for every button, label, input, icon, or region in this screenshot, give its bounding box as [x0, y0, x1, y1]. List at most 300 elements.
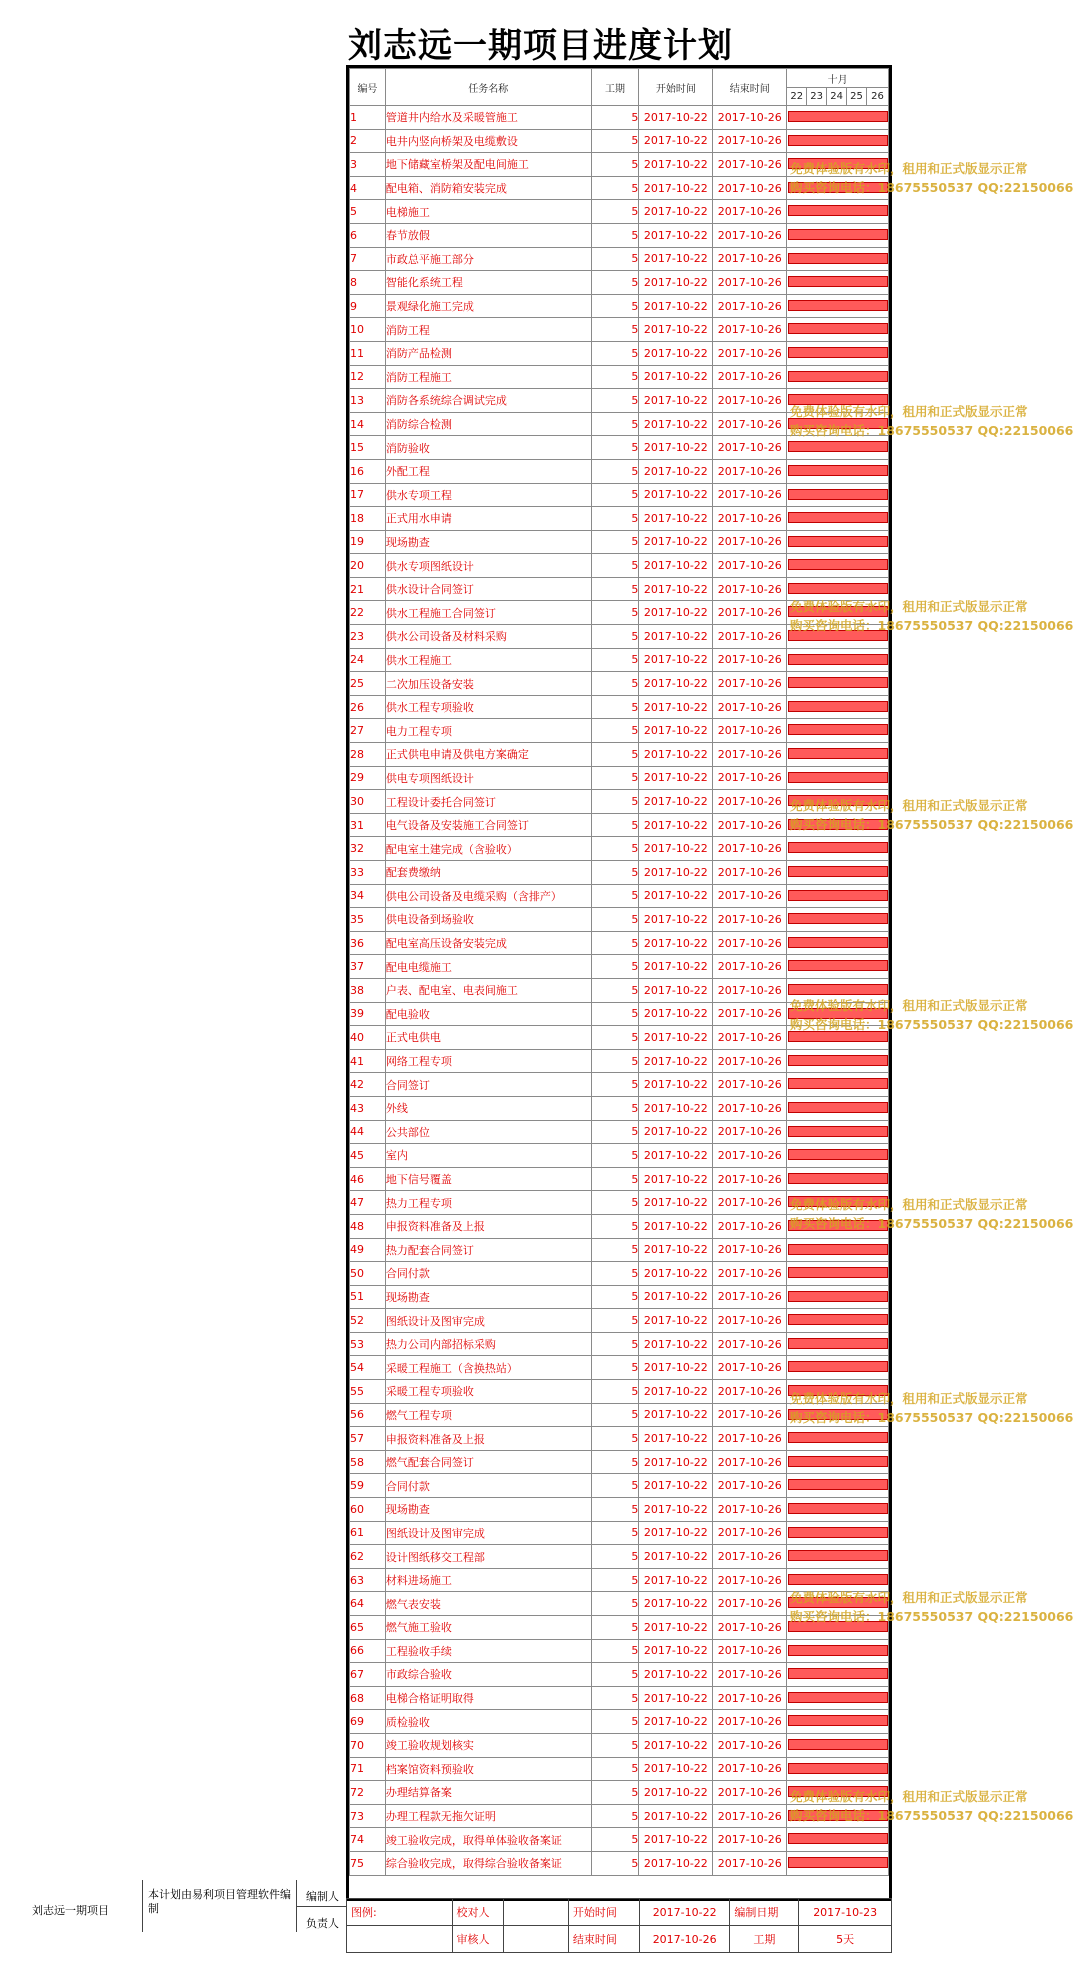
task-duration: 5 [591, 1096, 639, 1120]
gantt-bar [788, 654, 888, 665]
task-duration: 5 [591, 1120, 639, 1144]
task-duration: 5 [591, 483, 639, 507]
task-start-date: 2017-10-22 [639, 1262, 713, 1286]
task-number: 30 [350, 790, 386, 814]
gantt-cell [787, 837, 889, 861]
task-start-date: 2017-10-22 [639, 341, 713, 365]
watermark-line: 免费体验版有水印，租用和正式版显示正常 [790, 1197, 1028, 1212]
task-number: 6 [350, 223, 386, 247]
task-row [350, 766, 889, 790]
gantt-bar [788, 583, 888, 594]
gantt-bar [788, 135, 888, 146]
task-end-date: 2017-10-26 [713, 1356, 787, 1380]
gantt-bar [788, 1385, 888, 1396]
col-header-duration: 工期 [591, 69, 639, 106]
task-end-date: 2017-10-26 [713, 271, 787, 295]
gantt-cell [787, 1262, 889, 1286]
task-row [350, 1026, 889, 1050]
task-name: 燃气配套合同签订 [385, 1450, 591, 1474]
task-duration: 5 [591, 294, 639, 318]
gantt-cell [787, 365, 889, 389]
task-duration: 5 [591, 1804, 639, 1828]
task-name: 供水工程施工合同签订 [385, 601, 591, 625]
footer-reviewer-value [504, 1926, 569, 1953]
task-duration: 5 [591, 1191, 639, 1215]
gantt-bar [788, 1220, 888, 1231]
task-duration: 5 [591, 530, 639, 554]
task-start-date: 2017-10-22 [639, 648, 713, 672]
gantt-cell [787, 1356, 889, 1380]
gantt-bar [788, 111, 888, 122]
gantt-bar [788, 1763, 888, 1774]
task-row [350, 412, 889, 436]
task-name: 配电室高压设备安装完成 [385, 931, 591, 955]
task-number: 47 [350, 1191, 386, 1215]
gantt-bar [788, 371, 888, 382]
task-end-date: 2017-10-26 [713, 813, 787, 837]
task-duration: 5 [591, 507, 639, 531]
gantt-bar [788, 1244, 888, 1255]
task-row [350, 223, 889, 247]
task-end-date: 2017-10-26 [713, 577, 787, 601]
task-duration: 5 [591, 412, 639, 436]
task-name: 供水公司设备及材料采购 [385, 625, 591, 649]
footer-prepared-by-label: 编制人 [306, 1890, 339, 1903]
task-number: 45 [350, 1144, 386, 1168]
task-name: 市政总平施工部分 [385, 247, 591, 271]
task-start-date: 2017-10-22 [639, 1498, 713, 1522]
task-number: 53 [350, 1332, 386, 1356]
task-name: 智能化系统工程 [385, 271, 591, 295]
gantt-cell [787, 1096, 889, 1120]
watermark-line: 免费体验版有水印，租用和正式版显示正常 [790, 599, 1028, 614]
task-start-date: 2017-10-22 [639, 1096, 713, 1120]
task-start-date: 2017-10-22 [639, 1191, 713, 1215]
task-name: 综合验收完成，取得综合验收备案证 [385, 1851, 591, 1875]
watermark-line: 免费体验版有水印，租用和正式版显示正常 [790, 1789, 1028, 1804]
gantt-bar [788, 253, 888, 264]
gantt-cell [787, 153, 889, 177]
task-row [350, 1096, 889, 1120]
task-row [350, 176, 889, 200]
task-start-date: 2017-10-22 [639, 1049, 713, 1073]
task-duration: 5 [591, 1285, 639, 1309]
task-row [350, 1686, 889, 1710]
gantt-cell [787, 200, 889, 224]
task-start-date: 2017-10-22 [639, 1804, 713, 1828]
gantt-cell [787, 1639, 889, 1663]
task-number: 16 [350, 459, 386, 483]
gantt-bar [788, 536, 888, 547]
task-end-date: 2017-10-26 [713, 1144, 787, 1168]
gantt-cell [787, 1285, 889, 1309]
gantt-cell [787, 625, 889, 649]
gantt-cell [787, 790, 889, 814]
task-number: 37 [350, 955, 386, 979]
task-start-date: 2017-10-22 [639, 530, 713, 554]
task-duration: 5 [591, 1639, 639, 1663]
gantt-cell [787, 530, 889, 554]
gantt-bar [788, 158, 888, 169]
gantt-bar [788, 960, 888, 971]
task-number: 70 [350, 1733, 386, 1757]
task-duration: 5 [591, 1026, 639, 1050]
gantt-cell [787, 672, 889, 696]
task-start-date: 2017-10-22 [639, 766, 713, 790]
task-name: 供电设备到场验收 [385, 908, 591, 932]
task-name: 网络工程专项 [385, 1049, 591, 1073]
task-name: 供电公司设备及电缆采购（含排产） [385, 884, 591, 908]
task-start-date: 2017-10-22 [639, 1002, 713, 1026]
task-start-date: 2017-10-22 [639, 1686, 713, 1710]
gantt-bar [788, 1338, 888, 1349]
task-start-date: 2017-10-22 [639, 507, 713, 531]
task-start-date: 2017-10-22 [639, 483, 713, 507]
task-name: 消防产品检测 [385, 341, 591, 365]
task-end-date: 2017-10-26 [713, 1686, 787, 1710]
task-start-date: 2017-10-22 [639, 247, 713, 271]
task-name: 设计图纸移交工程部 [385, 1545, 591, 1569]
task-duration: 5 [591, 1309, 639, 1333]
task-number: 1 [350, 106, 386, 130]
task-row [350, 861, 889, 885]
task-end-date: 2017-10-26 [713, 341, 787, 365]
task-start-date: 2017-10-22 [639, 200, 713, 224]
task-start-date: 2017-10-22 [639, 1073, 713, 1097]
gantt-cell [787, 648, 889, 672]
task-name: 正式电供电 [385, 1026, 591, 1050]
task-duration: 5 [591, 1733, 639, 1757]
task-number: 19 [350, 530, 386, 554]
task-start-date: 2017-10-22 [639, 1356, 713, 1380]
gantt-cell [787, 884, 889, 908]
gantt-bar [788, 677, 888, 688]
task-start-date: 2017-10-22 [639, 1521, 713, 1545]
task-end-date: 2017-10-26 [713, 719, 787, 743]
task-end-date: 2017-10-26 [713, 389, 787, 413]
task-number: 25 [350, 672, 386, 696]
task-number: 27 [350, 719, 386, 743]
task-row [350, 695, 889, 719]
task-duration: 5 [591, 1710, 639, 1734]
footer-reviewer-label: 审核人 [452, 1926, 504, 1953]
task-name: 现场勘查 [385, 1498, 591, 1522]
task-row [350, 719, 889, 743]
task-row [350, 1073, 889, 1097]
task-row [350, 1191, 889, 1215]
footer-divider [296, 1906, 346, 1907]
task-start-date: 2017-10-22 [639, 837, 713, 861]
task-row [350, 1403, 889, 1427]
task-number: 67 [350, 1663, 386, 1687]
footer-date-value: 2017-10-23 [799, 1899, 892, 1926]
gantt-cell [787, 129, 889, 153]
task-number: 74 [350, 1828, 386, 1852]
task-number: 31 [350, 813, 386, 837]
gantt-cell [787, 223, 889, 247]
task-number: 3 [350, 153, 386, 177]
gantt-cell [787, 459, 889, 483]
task-start-date: 2017-10-22 [639, 884, 713, 908]
task-row [350, 1167, 889, 1191]
task-end-date: 2017-10-26 [713, 1521, 787, 1545]
task-start-date: 2017-10-22 [639, 790, 713, 814]
gantt-bar [788, 1574, 888, 1585]
gantt-cell [787, 176, 889, 200]
task-number: 22 [350, 601, 386, 625]
task-end-date: 2017-10-26 [713, 695, 787, 719]
gantt-cell [787, 931, 889, 955]
task-start-date: 2017-10-22 [639, 436, 713, 460]
task-end-date: 2017-10-26 [713, 176, 787, 200]
task-end-date: 2017-10-26 [713, 884, 787, 908]
task-duration: 5 [591, 271, 639, 295]
task-start-date: 2017-10-22 [639, 695, 713, 719]
gantt-cell [787, 813, 889, 837]
task-number: 15 [350, 436, 386, 460]
task-name: 电力工程专项 [385, 719, 591, 743]
task-number: 41 [350, 1049, 386, 1073]
gantt-cell [787, 1403, 889, 1427]
col-header-day: 26 [866, 88, 888, 106]
task-number: 5 [350, 200, 386, 224]
task-start-date: 2017-10-22 [639, 365, 713, 389]
gantt-bar [788, 418, 888, 429]
task-name: 消防综合检测 [385, 412, 591, 436]
task-duration: 5 [591, 1049, 639, 1073]
task-row [350, 1309, 889, 1333]
task-start-date: 2017-10-22 [639, 1332, 713, 1356]
task-number: 17 [350, 483, 386, 507]
task-duration: 5 [591, 1545, 639, 1569]
task-row [350, 625, 889, 649]
task-row [350, 1568, 889, 1592]
gantt-bar [788, 1527, 888, 1538]
task-number: 32 [350, 837, 386, 861]
task-duration: 5 [591, 813, 639, 837]
gantt-bar [788, 182, 888, 193]
task-duration: 5 [591, 861, 639, 885]
task-name: 室内 [385, 1144, 591, 1168]
footer-responsible-label: 负责人 [306, 1917, 339, 1930]
task-end-date: 2017-10-26 [713, 1545, 787, 1569]
task-end-date: 2017-10-26 [713, 129, 787, 153]
task-start-date: 2017-10-22 [639, 176, 713, 200]
task-name: 外配工程 [385, 459, 591, 483]
task-name: 配套费缴纳 [385, 861, 591, 885]
task-start-date: 2017-10-22 [639, 1851, 713, 1875]
task-end-date: 2017-10-26 [713, 530, 787, 554]
task-row [350, 1592, 889, 1616]
task-number: 60 [350, 1498, 386, 1522]
gantt-bar [788, 890, 888, 901]
footer-project-name: 刘志远一期项目 [32, 1904, 109, 1917]
page-title: 刘志远一期项目进度计划 [348, 26, 733, 66]
task-duration: 5 [591, 1002, 639, 1026]
task-number: 65 [350, 1616, 386, 1640]
col-header-start: 开始时间 [639, 69, 713, 106]
task-number: 42 [350, 1073, 386, 1097]
task-duration: 5 [591, 129, 639, 153]
task-end-date: 2017-10-26 [713, 861, 787, 885]
task-start-date: 2017-10-22 [639, 931, 713, 955]
task-duration: 5 [591, 931, 639, 955]
task-start-date: 2017-10-22 [639, 271, 713, 295]
task-end-date: 2017-10-26 [713, 1332, 787, 1356]
task-end-date: 2017-10-26 [713, 554, 787, 578]
gantt-cell [787, 1238, 889, 1262]
gantt-bar [788, 276, 888, 287]
footer-checker-label: 校对人 [452, 1899, 504, 1926]
task-row [350, 790, 889, 814]
task-name: 景观绿化施工完成 [385, 294, 591, 318]
task-row [350, 884, 889, 908]
task-end-date: 2017-10-26 [713, 318, 787, 342]
gantt-cell [787, 1026, 889, 1050]
task-name: 地下储藏室桥架及配电间施工 [385, 153, 591, 177]
task-number: 9 [350, 294, 386, 318]
task-name: 燃气施工验收 [385, 1616, 591, 1640]
task-end-date: 2017-10-26 [713, 106, 787, 130]
gantt-cell [787, 955, 889, 979]
gantt-cell [787, 1309, 889, 1333]
task-start-date: 2017-10-22 [639, 1026, 713, 1050]
task-row [350, 743, 889, 767]
task-start-date: 2017-10-22 [639, 153, 713, 177]
task-end-date: 2017-10-26 [713, 1710, 787, 1734]
footer-end-value: 2017-10-26 [639, 1926, 729, 1953]
task-end-date: 2017-10-26 [713, 955, 787, 979]
gantt-cell [787, 1545, 889, 1569]
task-start-date: 2017-10-22 [639, 412, 713, 436]
task-start-date: 2017-10-22 [639, 106, 713, 130]
task-end-date: 2017-10-26 [713, 1403, 787, 1427]
task-start-date: 2017-10-22 [639, 955, 713, 979]
task-row [350, 648, 889, 672]
task-name: 消防各系统综合调试完成 [385, 389, 591, 413]
task-start-date: 2017-10-22 [639, 1663, 713, 1687]
task-row [350, 294, 889, 318]
task-name: 图纸设计及图审完成 [385, 1521, 591, 1545]
task-duration: 5 [591, 106, 639, 130]
task-number: 26 [350, 695, 386, 719]
task-name: 电井内竖向桥架及电缆敷设 [385, 129, 591, 153]
task-duration: 5 [591, 908, 639, 932]
task-start-date: 2017-10-22 [639, 1568, 713, 1592]
task-duration: 5 [591, 1167, 639, 1191]
gantt-bar [788, 489, 888, 500]
gantt-cell [787, 1686, 889, 1710]
task-name: 竣工验收规划核实 [385, 1733, 591, 1757]
gantt-bar [788, 1173, 888, 1184]
task-duration: 5 [591, 743, 639, 767]
gantt-cell [787, 1427, 889, 1451]
task-duration: 5 [591, 1568, 639, 1592]
task-end-date: 2017-10-26 [713, 1427, 787, 1451]
gantt-cell [787, 1733, 889, 1757]
task-name: 公共部位 [385, 1120, 591, 1144]
task-duration: 5 [591, 1474, 639, 1498]
task-duration: 5 [591, 223, 639, 247]
task-row [350, 530, 889, 554]
task-row [350, 200, 889, 224]
task-start-date: 2017-10-22 [639, 129, 713, 153]
gantt-cell [787, 1616, 889, 1640]
gantt-bar [788, 347, 888, 358]
gantt-bar [788, 795, 888, 806]
task-number: 55 [350, 1380, 386, 1404]
task-name: 配电电缆施工 [385, 955, 591, 979]
task-name: 采暖工程施工（含换热站） [385, 1356, 591, 1380]
gantt-bar [788, 1102, 888, 1113]
gantt-bar [788, 842, 888, 853]
task-number: 8 [350, 271, 386, 295]
task-end-date: 2017-10-26 [713, 1851, 787, 1875]
task-row [350, 247, 889, 271]
gantt-cell [787, 1804, 889, 1828]
gantt-bar [788, 1055, 888, 1066]
gantt-cell [787, 1214, 889, 1238]
task-start-date: 2017-10-22 [639, 1639, 713, 1663]
task-row [350, 908, 889, 932]
gantt-cell [787, 1592, 889, 1616]
task-list [350, 106, 889, 1876]
task-duration: 5 [591, 1073, 639, 1097]
task-row [350, 1049, 889, 1073]
gantt-cell [787, 412, 889, 436]
task-duration: 5 [591, 1144, 639, 1168]
task-end-date: 2017-10-26 [713, 1191, 787, 1215]
task-number: 29 [350, 766, 386, 790]
gantt-cell [787, 766, 889, 790]
task-row [350, 507, 889, 531]
task-duration: 5 [591, 554, 639, 578]
task-row [350, 1380, 889, 1404]
task-end-date: 2017-10-26 [713, 1049, 787, 1073]
task-number: 62 [350, 1545, 386, 1569]
task-row [350, 1710, 889, 1734]
gantt-bar [788, 394, 888, 405]
task-number: 20 [350, 554, 386, 578]
task-number: 44 [350, 1120, 386, 1144]
task-end-date: 2017-10-26 [713, 1639, 787, 1663]
gantt-bar [788, 866, 888, 877]
task-row [350, 318, 889, 342]
watermark-line: 购买咨询电话：18675550537 QQ:22150066 [790, 423, 1074, 438]
task-name: 图纸设计及图审完成 [385, 1309, 591, 1333]
task-name: 竣工验收完成，取得单体验收备案证 [385, 1828, 591, 1852]
gantt-cell [787, 389, 889, 413]
task-number: 24 [350, 648, 386, 672]
gantt-bar [788, 1291, 888, 1302]
task-start-date: 2017-10-22 [639, 1828, 713, 1852]
task-end-date: 2017-10-26 [713, 1214, 787, 1238]
task-name: 消防工程 [385, 318, 591, 342]
gantt-bar [788, 1031, 888, 1042]
task-end-date: 2017-10-26 [713, 1309, 787, 1333]
gantt-bar [788, 1668, 888, 1679]
gantt-bar [788, 1149, 888, 1160]
gantt-bar [788, 984, 888, 995]
gantt-cell [787, 318, 889, 342]
task-row [350, 129, 889, 153]
gantt-bar [788, 1479, 888, 1490]
gantt-cell [787, 908, 889, 932]
gantt-bar [788, 630, 888, 641]
gantt-cell [787, 1049, 889, 1073]
task-start-date: 2017-10-22 [639, 1781, 713, 1805]
task-name: 采暖工程专项验收 [385, 1380, 591, 1404]
